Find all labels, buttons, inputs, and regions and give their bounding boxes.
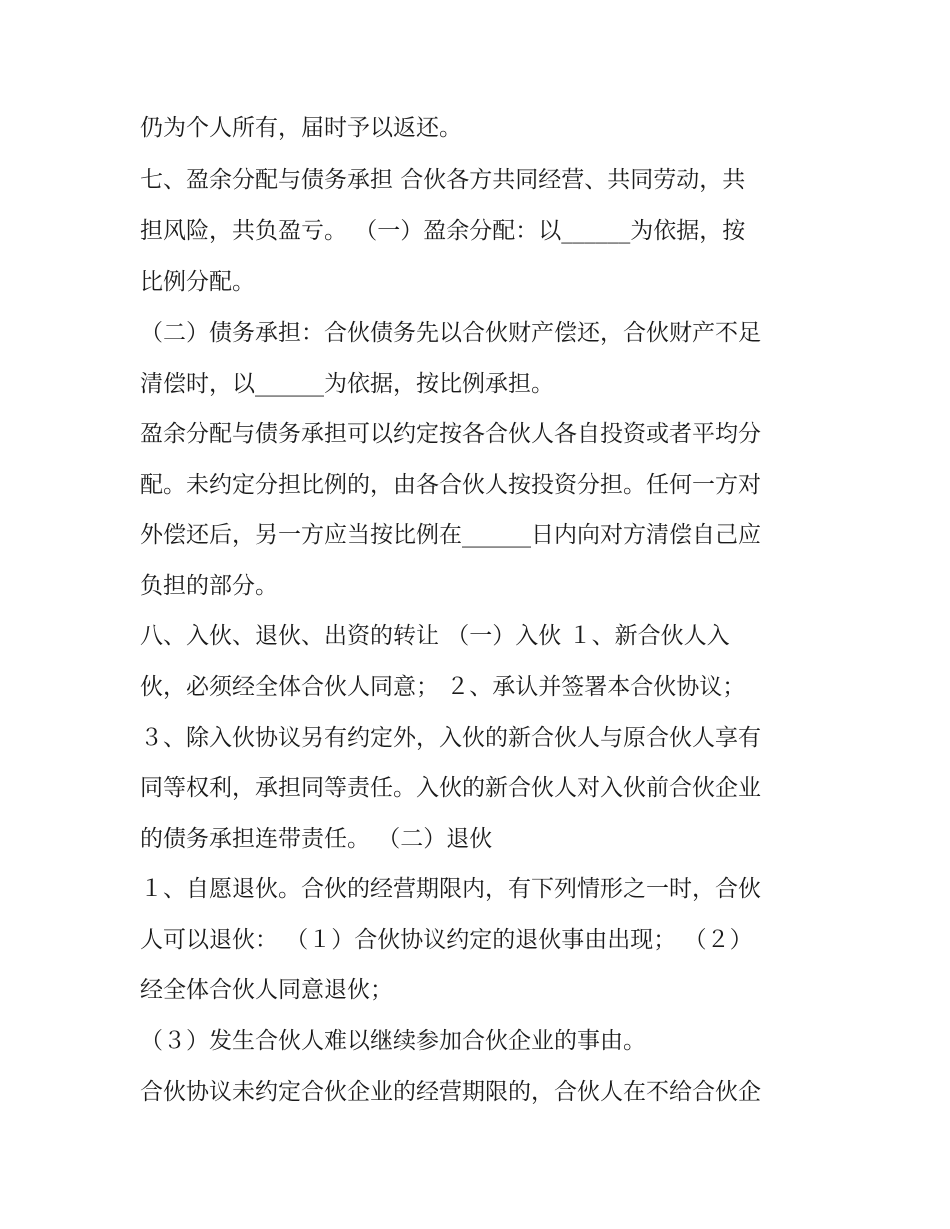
text-line: 同等权利，承担同等责任。入伙的新合伙人对入伙前合伙企业: [140, 775, 761, 801]
text-line: 担风险，共负盈亏。 （一）盈余分配：以______为依据，按: [140, 218, 746, 244]
text-line: 七、盈余分配与债务承担 合伙各方共同经营、共同劳动，共: [140, 167, 746, 193]
text-line: 比例分配。: [140, 269, 255, 295]
text-line: 人可以退伙： （１）合伙协议约定的退伙事由出现； （２）: [140, 927, 753, 953]
text-line: 伙，必须经全体合伙人同意； ２、承认并签署本合伙协议；: [140, 674, 746, 700]
text-line: （３）发生合伙人难以继续参加合伙企业的事由。: [140, 1028, 646, 1054]
text-line: ３、除入伙协议另有约定外，入伙的新合伙人与原合伙人享有: [140, 725, 761, 751]
text-line: 负担的部分。: [140, 573, 278, 599]
text-line: 的债务承担连带责任。 （二）退伙: [140, 826, 493, 852]
text-line: 经全体合伙人同意退伙；: [140, 977, 393, 1003]
text-line: 八、入伙、退伙、出资的转让 （一）入伙 １、新合伙人入: [140, 623, 730, 649]
text-line: 盈余分配与债务承担可以约定按各合伙人各自投资或者平均分: [140, 421, 761, 447]
text-line: 配。未约定分担比例的，由各合伙人按投资分担。任何一方对: [140, 472, 761, 498]
text-line: １、自愿退伙。合伙的经营期限内，有下列情形之一时，合伙: [140, 876, 761, 902]
text-line: 仍为个人所有，届时予以返还。: [140, 115, 462, 141]
text-line: 外偿还后，另一方应当按比例在______日内向对方清偿自己应: [140, 522, 761, 548]
text-line: 清偿时，以______为依据，按比例承担。: [140, 371, 554, 397]
text-line: （二）债务承担：合伙债务先以合伙财产偿还，合伙财产不足: [140, 320, 761, 346]
text-line: 合伙协议未约定合伙企业的经营期限的，合伙人在不给合伙企: [140, 1079, 761, 1105]
